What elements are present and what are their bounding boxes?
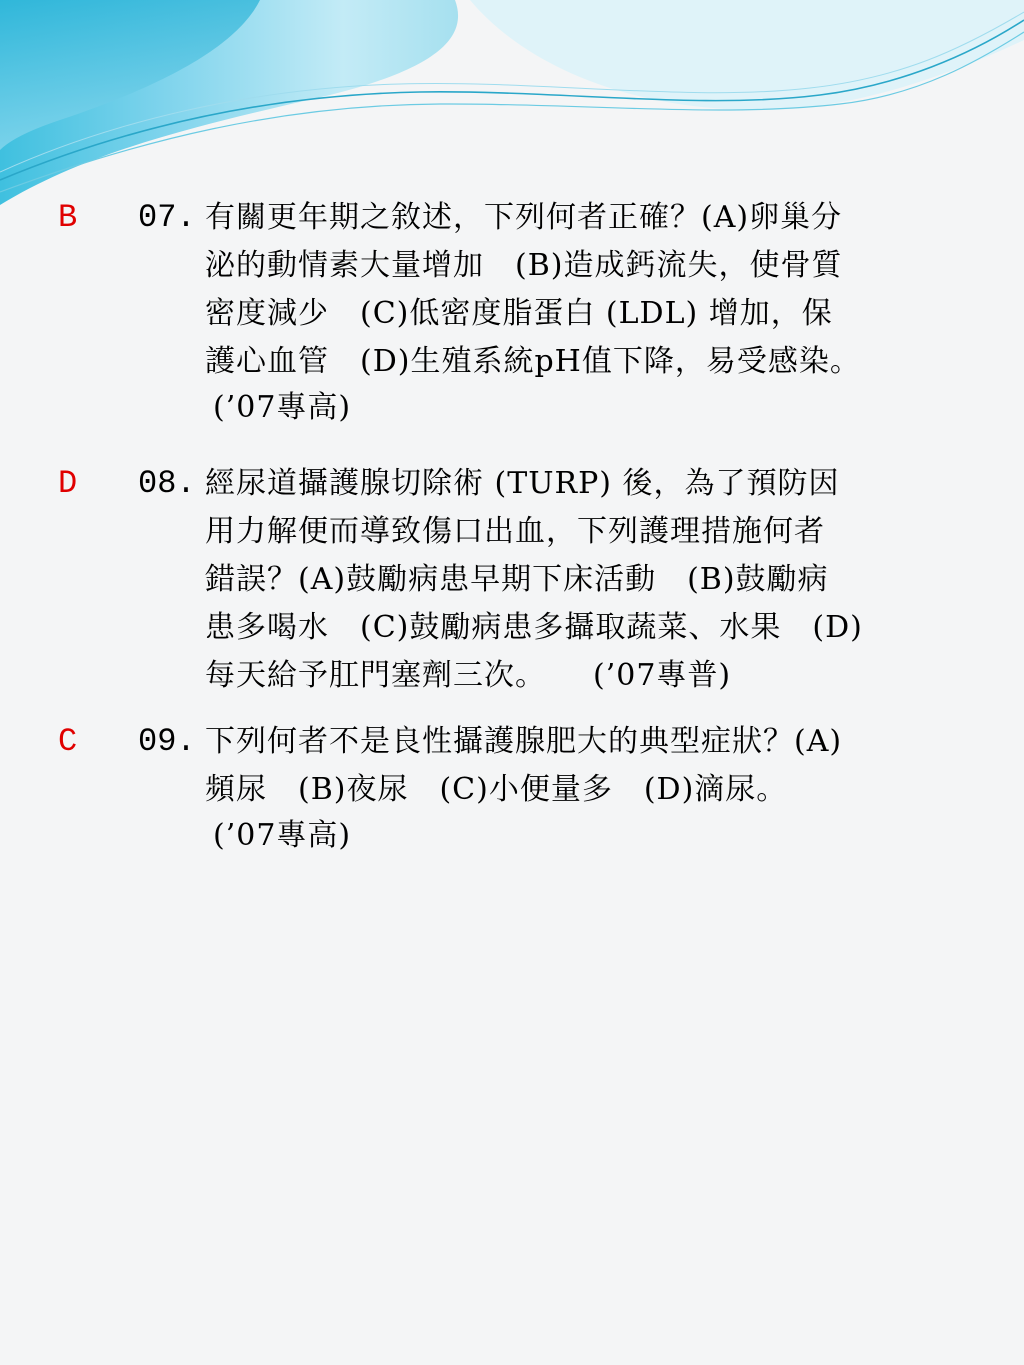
question-text-line: 錯誤？(A)鼓勵病患早期下床活動 (B)鼓勵病 <box>205 562 829 597</box>
question-source: (’07專高) <box>213 818 352 853</box>
question-text-line: 護心血管 (D)生殖系統pH值下降，易受感染。 <box>205 344 861 379</box>
question-number: 09. <box>138 723 196 760</box>
question-text-line: 下列何者不是良性攝護腺肥大的典型症狀？(A) <box>205 724 843 759</box>
question-number: 08. <box>138 465 196 502</box>
question-text-line: 經尿道攝護腺切除術 (TURP) 後，為了預防因 <box>205 466 840 501</box>
answer-label: B <box>58 199 78 236</box>
answer-label: C <box>58 723 78 760</box>
question-text-line: 患多喝水 (C)鼓勵病患多攝取蔬菜、水果 (D) <box>205 610 863 645</box>
header-wave-decoration <box>0 0 1024 210</box>
question-text-line: 每天給予肛門塞劑三次。 (’07專普) <box>205 658 732 693</box>
question-text-line: 密度減少 (C)低密度脂蛋白 (LDL) 增加，保 <box>205 296 833 331</box>
question-source: (’07專高) <box>213 390 352 425</box>
question-text-line: 頻尿 (B)夜尿 (C)小便量多 (D)滴尿。 <box>205 772 788 807</box>
question-text-line: 用力解便而導致傷口出血，下列護理措施何者 <box>205 514 825 549</box>
answer-label: D <box>58 465 78 502</box>
question-text-line: 泌的動情素大量增加 (B)造成鈣流失，使骨質 <box>205 248 843 283</box>
question-number: 07. <box>138 199 196 236</box>
question-text-line: 有關更年期之敘述，下列何者正確？(A)卵巢分 <box>205 200 843 235</box>
